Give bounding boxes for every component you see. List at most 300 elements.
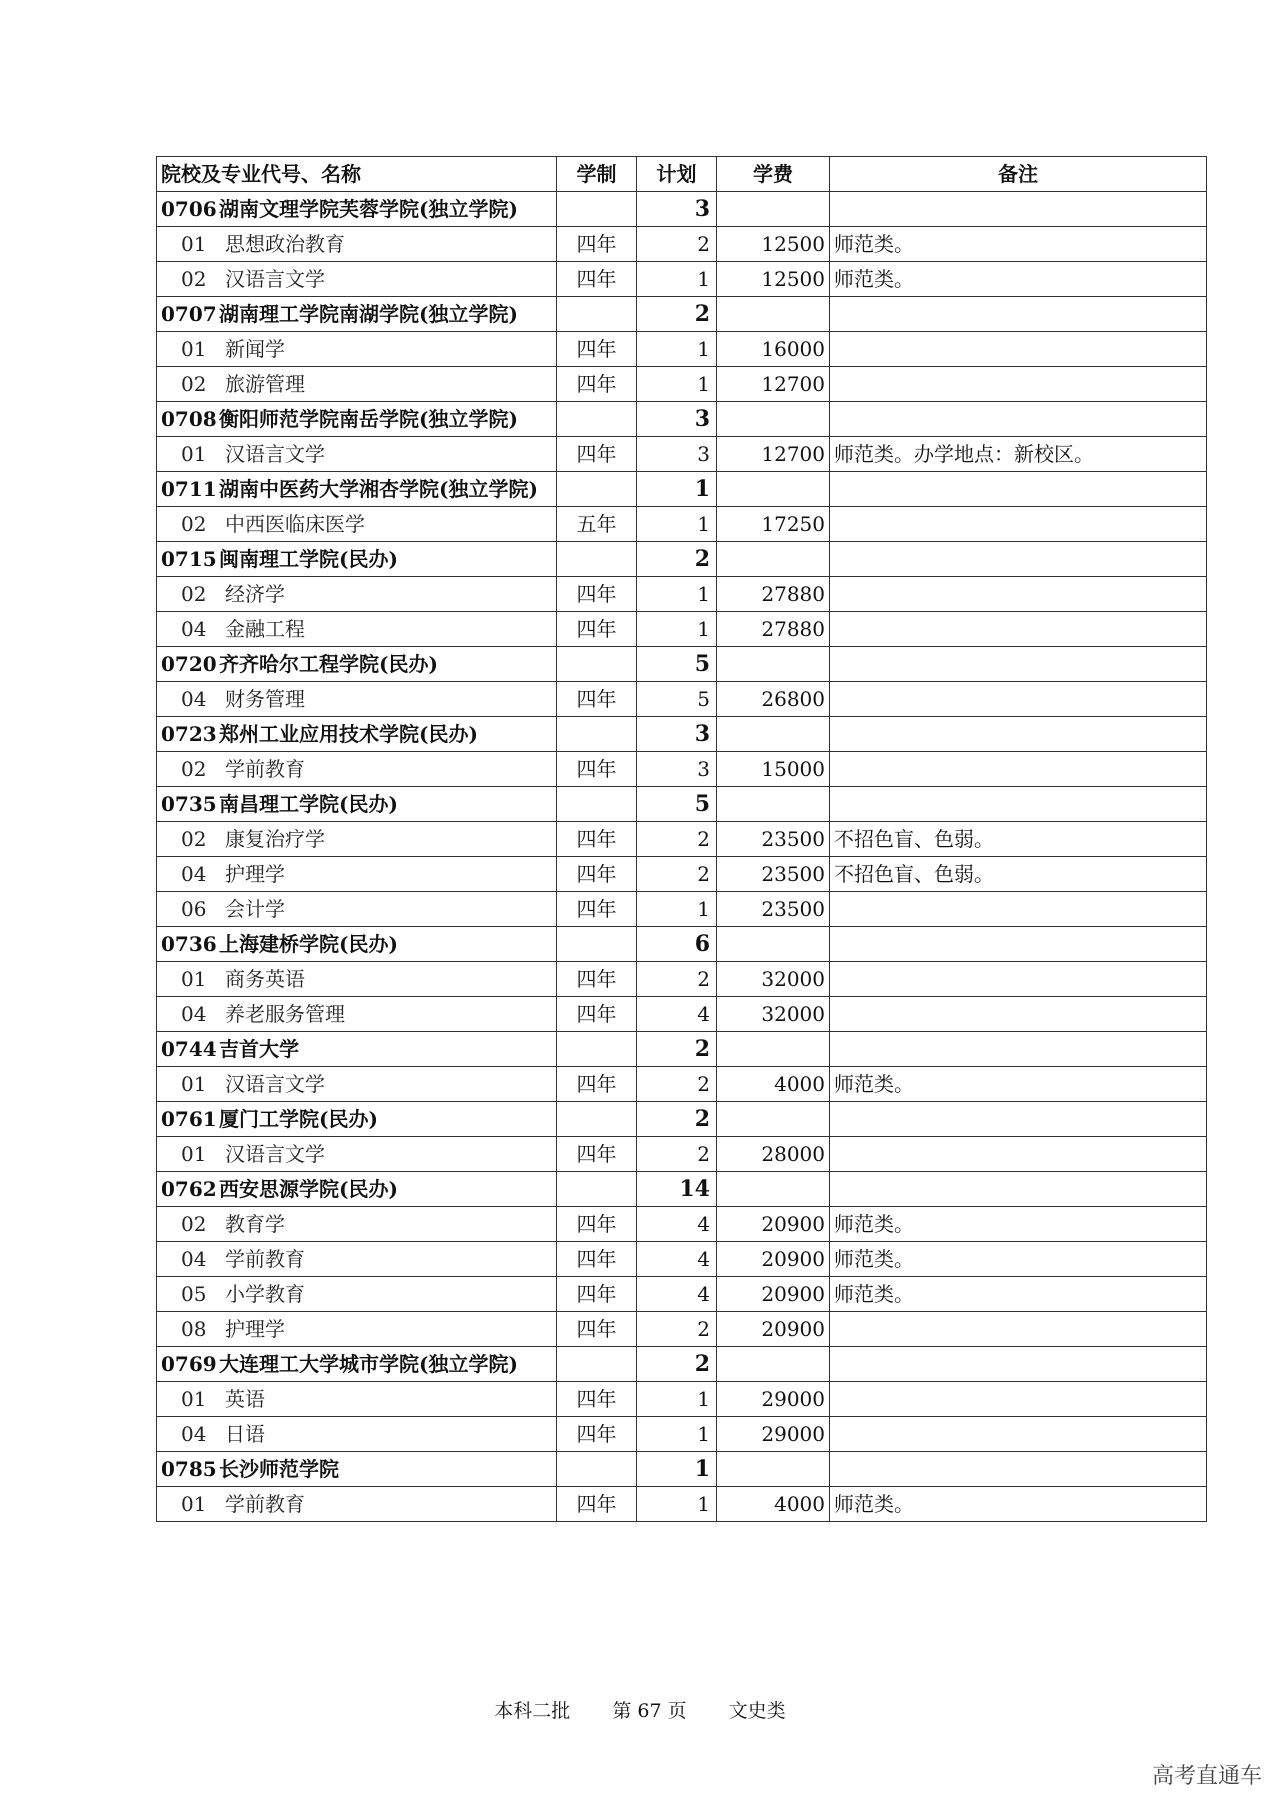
major-name: 经济学 bbox=[225, 582, 285, 606]
note-cell bbox=[830, 192, 1207, 227]
name-cell bbox=[157, 367, 557, 402]
plan-cell: 1 bbox=[637, 507, 717, 542]
major-row bbox=[157, 577, 1207, 612]
admission-plan-table bbox=[156, 156, 1207, 1522]
note-cell bbox=[830, 962, 1207, 997]
major-name: 学前教育 bbox=[225, 1247, 305, 1271]
system-cell: 四年 bbox=[557, 367, 637, 402]
school-name: 湖南理工学院南湖学院(独立学院) bbox=[219, 302, 518, 326]
name-cell bbox=[157, 192, 557, 227]
major-row bbox=[157, 1417, 1207, 1452]
name-cell bbox=[157, 297, 557, 332]
note-cell bbox=[830, 612, 1207, 647]
major-code: 02 bbox=[181, 757, 207, 781]
school-code: 0707 bbox=[161, 302, 217, 326]
school-name: 湖南文理学院芙蓉学院(独立学院) bbox=[219, 197, 518, 221]
plan-cell: 1 bbox=[637, 1382, 717, 1417]
name-cell bbox=[157, 1137, 557, 1172]
major-row bbox=[157, 1137, 1207, 1172]
name-cell bbox=[157, 227, 557, 262]
fee-cell bbox=[717, 192, 830, 227]
page-footer bbox=[0, 1696, 1280, 1723]
name-cell bbox=[157, 1207, 557, 1242]
name-cell bbox=[157, 332, 557, 367]
major-name: 商务英语 bbox=[225, 967, 305, 991]
school-name: 郑州工业应用技术学院(民办) bbox=[219, 722, 478, 746]
school-code: 0706 bbox=[161, 197, 217, 221]
plan-cell: 2 bbox=[637, 297, 717, 332]
plan-cell: 1 bbox=[637, 1417, 717, 1452]
system-cell: 五年 bbox=[557, 507, 637, 542]
school-name: 湖南中医药大学湘杏学院(独立学院) bbox=[219, 477, 538, 501]
system-cell bbox=[557, 1347, 637, 1382]
system-cell bbox=[557, 717, 637, 752]
fee-cell: 23500 bbox=[717, 822, 830, 857]
school-code: 0720 bbox=[161, 652, 217, 676]
major-code: 02 bbox=[181, 1212, 207, 1236]
school-row bbox=[157, 402, 1207, 437]
name-cell bbox=[157, 822, 557, 857]
major-code: 04 bbox=[181, 1422, 207, 1446]
major-code: 04 bbox=[181, 687, 207, 711]
fee-cell bbox=[717, 1032, 830, 1067]
school-code: 0735 bbox=[161, 792, 217, 816]
admission-plan-table-container bbox=[156, 156, 1206, 1522]
major-row bbox=[157, 262, 1207, 297]
footer-batch: 本科二批 bbox=[494, 1700, 571, 1722]
note-cell bbox=[830, 1137, 1207, 1172]
fee-cell: 26800 bbox=[717, 682, 830, 717]
system-cell: 四年 bbox=[557, 1487, 637, 1522]
system-cell: 四年 bbox=[557, 1312, 637, 1347]
name-cell bbox=[157, 577, 557, 612]
note-cell bbox=[830, 577, 1207, 612]
school-row bbox=[157, 192, 1207, 227]
system-cell: 四年 bbox=[557, 892, 637, 927]
major-code: 01 bbox=[181, 1072, 207, 1096]
name-cell bbox=[157, 997, 557, 1032]
footer-page-number: 第 67 页 bbox=[612, 1700, 687, 1722]
name-cell bbox=[157, 437, 557, 472]
fee-cell: 17250 bbox=[717, 507, 830, 542]
name-cell bbox=[157, 1242, 557, 1277]
major-row bbox=[157, 227, 1207, 262]
system-cell bbox=[557, 297, 637, 332]
major-name: 小学教育 bbox=[225, 1282, 305, 1306]
header-name: 院校及专业代号、名称 bbox=[157, 157, 557, 192]
fee-cell: 29000 bbox=[717, 1382, 830, 1417]
name-cell bbox=[157, 542, 557, 577]
plan-cell: 3 bbox=[637, 192, 717, 227]
fee-cell: 15000 bbox=[717, 752, 830, 787]
note-cell bbox=[830, 892, 1207, 927]
school-code: 0715 bbox=[161, 547, 217, 571]
fee-cell: 32000 bbox=[717, 962, 830, 997]
name-cell bbox=[157, 402, 557, 437]
school-row bbox=[157, 927, 1207, 962]
fee-cell: 4000 bbox=[717, 1067, 830, 1102]
note-cell bbox=[830, 542, 1207, 577]
plan-cell: 2 bbox=[637, 542, 717, 577]
fee-cell: 12700 bbox=[717, 437, 830, 472]
note-cell bbox=[830, 1312, 1207, 1347]
note-cell: 师范类。 bbox=[830, 227, 1207, 262]
fee-cell: 20900 bbox=[717, 1207, 830, 1242]
plan-cell: 6 bbox=[637, 927, 717, 962]
major-row bbox=[157, 1242, 1207, 1277]
major-name: 汉语言文学 bbox=[225, 267, 325, 291]
school-name: 吉首大学 bbox=[219, 1037, 299, 1061]
major-name: 养老服务管理 bbox=[225, 1002, 345, 1026]
system-cell: 四年 bbox=[557, 332, 637, 367]
school-code: 0736 bbox=[161, 932, 217, 956]
fee-cell: 29000 bbox=[717, 1417, 830, 1452]
major-name: 思想政治教育 bbox=[225, 232, 345, 256]
major-name: 护理学 bbox=[225, 862, 285, 886]
school-code: 0762 bbox=[161, 1177, 217, 1201]
fee-cell bbox=[717, 1347, 830, 1382]
school-row bbox=[157, 542, 1207, 577]
plan-cell: 1 bbox=[637, 472, 717, 507]
name-cell bbox=[157, 1417, 557, 1452]
system-cell bbox=[557, 192, 637, 227]
school-name: 衡阳师范学院南岳学院(独立学院) bbox=[219, 407, 518, 431]
school-row bbox=[157, 1452, 1207, 1487]
school-row bbox=[157, 1347, 1207, 1382]
major-code: 01 bbox=[181, 1387, 207, 1411]
major-name: 汉语言文学 bbox=[225, 442, 325, 466]
major-code: 04 bbox=[181, 862, 207, 886]
major-name: 学前教育 bbox=[225, 1492, 305, 1516]
name-cell bbox=[157, 507, 557, 542]
major-row bbox=[157, 612, 1207, 647]
plan-cell: 1 bbox=[637, 262, 717, 297]
plan-cell: 1 bbox=[637, 1452, 717, 1487]
system-cell: 四年 bbox=[557, 1137, 637, 1172]
note-cell bbox=[830, 472, 1207, 507]
fee-cell bbox=[717, 297, 830, 332]
plan-cell: 2 bbox=[637, 1032, 717, 1067]
header-note: 备注 bbox=[830, 157, 1207, 192]
note-cell: 师范类。 bbox=[830, 1277, 1207, 1312]
name-cell bbox=[157, 682, 557, 717]
system-cell bbox=[557, 472, 637, 507]
major-code: 01 bbox=[181, 1492, 207, 1516]
major-code: 04 bbox=[181, 1002, 207, 1026]
major-code: 05 bbox=[181, 1282, 207, 1306]
plan-cell: 1 bbox=[637, 612, 717, 647]
major-code: 08 bbox=[181, 1317, 207, 1341]
header-fee: 学费 bbox=[717, 157, 830, 192]
plan-cell: 5 bbox=[637, 647, 717, 682]
name-cell bbox=[157, 857, 557, 892]
note-cell bbox=[830, 402, 1207, 437]
name-cell bbox=[157, 262, 557, 297]
plan-cell: 2 bbox=[637, 1067, 717, 1102]
system-cell: 四年 bbox=[557, 1417, 637, 1452]
school-code: 0761 bbox=[161, 1107, 217, 1131]
name-cell bbox=[157, 787, 557, 822]
major-name: 中西医临床医学 bbox=[225, 512, 365, 536]
school-row bbox=[157, 297, 1207, 332]
major-row bbox=[157, 437, 1207, 472]
major-code: 01 bbox=[181, 337, 207, 361]
school-row bbox=[157, 717, 1207, 752]
name-cell bbox=[157, 1347, 557, 1382]
major-row bbox=[157, 1067, 1207, 1102]
school-row bbox=[157, 787, 1207, 822]
plan-cell: 4 bbox=[637, 1242, 717, 1277]
plan-cell: 3 bbox=[637, 717, 717, 752]
major-row bbox=[157, 892, 1207, 927]
plan-cell: 2 bbox=[637, 227, 717, 262]
major-row bbox=[157, 1487, 1207, 1522]
school-code: 0708 bbox=[161, 407, 217, 431]
system-cell: 四年 bbox=[557, 857, 637, 892]
plan-cell: 5 bbox=[637, 787, 717, 822]
major-name: 金融工程 bbox=[225, 617, 305, 641]
major-row bbox=[157, 822, 1207, 857]
school-code: 0711 bbox=[161, 477, 217, 501]
major-code: 01 bbox=[181, 1142, 207, 1166]
major-name: 学前教育 bbox=[225, 757, 305, 781]
major-row bbox=[157, 997, 1207, 1032]
plan-cell: 2 bbox=[637, 1137, 717, 1172]
major-row bbox=[157, 962, 1207, 997]
school-name: 西安思源学院(民办) bbox=[219, 1177, 398, 1201]
plan-cell: 4 bbox=[637, 997, 717, 1032]
note-cell: 师范类。办学地点：新校区。 bbox=[830, 437, 1207, 472]
system-cell: 四年 bbox=[557, 1382, 637, 1417]
system-cell: 四年 bbox=[557, 1067, 637, 1102]
note-cell bbox=[830, 717, 1207, 752]
system-cell: 四年 bbox=[557, 1277, 637, 1312]
fee-cell bbox=[717, 647, 830, 682]
plan-cell: 1 bbox=[637, 332, 717, 367]
note-cell bbox=[830, 682, 1207, 717]
plan-cell: 1 bbox=[637, 1487, 717, 1522]
fee-cell: 20900 bbox=[717, 1277, 830, 1312]
school-row bbox=[157, 1102, 1207, 1137]
major-row bbox=[157, 367, 1207, 402]
fee-cell bbox=[717, 1102, 830, 1137]
note-cell: 不招色盲、色弱。 bbox=[830, 822, 1207, 857]
system-cell: 四年 bbox=[557, 612, 637, 647]
school-code: 0723 bbox=[161, 722, 217, 746]
major-code: 02 bbox=[181, 372, 207, 396]
school-code: 0785 bbox=[161, 1457, 217, 1481]
school-code: 0769 bbox=[161, 1352, 217, 1376]
plan-cell: 3 bbox=[637, 752, 717, 787]
plan-cell: 2 bbox=[637, 962, 717, 997]
system-cell: 四年 bbox=[557, 437, 637, 472]
name-cell bbox=[157, 1452, 557, 1487]
major-name: 日语 bbox=[225, 1422, 265, 1446]
plan-cell: 2 bbox=[637, 1312, 717, 1347]
major-row bbox=[157, 752, 1207, 787]
fee-cell: 23500 bbox=[717, 892, 830, 927]
name-cell bbox=[157, 927, 557, 962]
system-cell bbox=[557, 1452, 637, 1487]
note-cell: 不招色盲、色弱。 bbox=[830, 857, 1207, 892]
note-cell: 师范类。 bbox=[830, 1242, 1207, 1277]
major-code: 01 bbox=[181, 442, 207, 466]
major-name: 旅游管理 bbox=[225, 372, 305, 396]
system-cell: 四年 bbox=[557, 577, 637, 612]
note-cell: 师范类。 bbox=[830, 262, 1207, 297]
fee-cell: 23500 bbox=[717, 857, 830, 892]
major-name: 汉语言文学 bbox=[225, 1142, 325, 1166]
name-cell bbox=[157, 1102, 557, 1137]
system-cell: 四年 bbox=[557, 1207, 637, 1242]
name-cell bbox=[157, 1277, 557, 1312]
school-code: 0744 bbox=[161, 1037, 217, 1061]
plan-cell: 2 bbox=[637, 1347, 717, 1382]
fee-cell: 28000 bbox=[717, 1137, 830, 1172]
fee-cell bbox=[717, 717, 830, 752]
header-plan: 计划 bbox=[637, 157, 717, 192]
school-name: 南昌理工学院(民办) bbox=[219, 792, 398, 816]
fee-cell: 32000 bbox=[717, 997, 830, 1032]
fee-cell: 4000 bbox=[717, 1487, 830, 1522]
name-cell bbox=[157, 962, 557, 997]
fee-cell bbox=[717, 1172, 830, 1207]
note-cell bbox=[830, 332, 1207, 367]
major-code: 02 bbox=[181, 582, 207, 606]
system-cell bbox=[557, 1172, 637, 1207]
note-cell bbox=[830, 997, 1207, 1032]
system-cell: 四年 bbox=[557, 227, 637, 262]
major-name: 新闻学 bbox=[225, 337, 285, 361]
fee-cell: 27880 bbox=[717, 612, 830, 647]
school-row bbox=[157, 1032, 1207, 1067]
major-row bbox=[157, 857, 1207, 892]
system-cell: 四年 bbox=[557, 962, 637, 997]
fee-cell bbox=[717, 787, 830, 822]
plan-cell: 3 bbox=[637, 437, 717, 472]
note-cell bbox=[830, 1452, 1207, 1487]
fee-cell: 20900 bbox=[717, 1312, 830, 1347]
major-name: 英语 bbox=[225, 1387, 265, 1411]
fee-cell: 27880 bbox=[717, 577, 830, 612]
major-code: 04 bbox=[181, 1247, 207, 1271]
school-name: 长沙师范学院 bbox=[219, 1457, 339, 1481]
system-cell bbox=[557, 1032, 637, 1067]
system-cell bbox=[557, 647, 637, 682]
name-cell bbox=[157, 752, 557, 787]
fee-cell bbox=[717, 542, 830, 577]
system-cell: 四年 bbox=[557, 997, 637, 1032]
plan-cell: 3 bbox=[637, 402, 717, 437]
name-cell bbox=[157, 717, 557, 752]
system-cell bbox=[557, 1102, 637, 1137]
table-header-row bbox=[157, 157, 1207, 192]
system-cell: 四年 bbox=[557, 682, 637, 717]
name-cell bbox=[157, 1067, 557, 1102]
plan-cell: 5 bbox=[637, 682, 717, 717]
major-name: 康复治疗学 bbox=[225, 827, 325, 851]
school-name: 上海建桥学院(民办) bbox=[219, 932, 398, 956]
plan-cell: 1 bbox=[637, 577, 717, 612]
plan-cell: 4 bbox=[637, 1277, 717, 1312]
major-row bbox=[157, 1382, 1207, 1417]
name-cell bbox=[157, 1312, 557, 1347]
name-cell bbox=[157, 1487, 557, 1522]
system-cell: 四年 bbox=[557, 262, 637, 297]
major-name: 财务管理 bbox=[225, 687, 305, 711]
major-code: 01 bbox=[181, 232, 207, 256]
system-cell: 四年 bbox=[557, 822, 637, 857]
plan-cell: 14 bbox=[637, 1172, 717, 1207]
fee-cell: 12700 bbox=[717, 367, 830, 402]
fee-cell: 16000 bbox=[717, 332, 830, 367]
note-cell: 师范类。 bbox=[830, 1207, 1207, 1242]
major-name: 教育学 bbox=[225, 1212, 285, 1236]
plan-cell: 2 bbox=[637, 857, 717, 892]
note-cell bbox=[830, 927, 1207, 962]
school-row bbox=[157, 647, 1207, 682]
system-cell: 四年 bbox=[557, 1242, 637, 1277]
school-name: 厦门工学院(民办) bbox=[219, 1107, 378, 1131]
note-cell bbox=[830, 1172, 1207, 1207]
note-cell bbox=[830, 647, 1207, 682]
major-row bbox=[157, 1312, 1207, 1347]
plan-cell: 1 bbox=[637, 892, 717, 927]
fee-cell: 12500 bbox=[717, 227, 830, 262]
fee-cell bbox=[717, 472, 830, 507]
note-cell: 师范类。 bbox=[830, 1487, 1207, 1522]
note-cell bbox=[830, 507, 1207, 542]
note-cell: 师范类。 bbox=[830, 1067, 1207, 1102]
system-cell bbox=[557, 927, 637, 962]
plan-cell: 2 bbox=[637, 822, 717, 857]
system-cell bbox=[557, 787, 637, 822]
name-cell bbox=[157, 612, 557, 647]
major-code: 01 bbox=[181, 967, 207, 991]
school-row bbox=[157, 1172, 1207, 1207]
major-row bbox=[157, 1207, 1207, 1242]
footer-category: 文史类 bbox=[728, 1700, 786, 1722]
major-code: 02 bbox=[181, 512, 207, 536]
note-cell bbox=[830, 1032, 1207, 1067]
plan-cell: 2 bbox=[637, 1102, 717, 1137]
major-code: 02 bbox=[181, 827, 207, 851]
major-row bbox=[157, 1277, 1207, 1312]
header-system: 学制 bbox=[557, 157, 637, 192]
note-cell bbox=[830, 787, 1207, 822]
note-cell bbox=[830, 1102, 1207, 1137]
major-code: 04 bbox=[181, 617, 207, 641]
major-row bbox=[157, 682, 1207, 717]
watermark-text: 高考直通车 bbox=[1151, 1764, 1262, 1789]
name-cell bbox=[157, 1382, 557, 1417]
fee-cell bbox=[717, 1452, 830, 1487]
major-row bbox=[157, 507, 1207, 542]
fee-cell bbox=[717, 927, 830, 962]
major-row bbox=[157, 332, 1207, 367]
plan-cell: 4 bbox=[637, 1207, 717, 1242]
name-cell bbox=[157, 892, 557, 927]
system-cell bbox=[557, 402, 637, 437]
table-body bbox=[157, 192, 1207, 1522]
note-cell bbox=[830, 1382, 1207, 1417]
note-cell bbox=[830, 367, 1207, 402]
fee-cell: 12500 bbox=[717, 262, 830, 297]
name-cell bbox=[157, 647, 557, 682]
fee-cell: 20900 bbox=[717, 1242, 830, 1277]
school-name: 闽南理工学院(民办) bbox=[219, 547, 398, 571]
name-cell bbox=[157, 1172, 557, 1207]
